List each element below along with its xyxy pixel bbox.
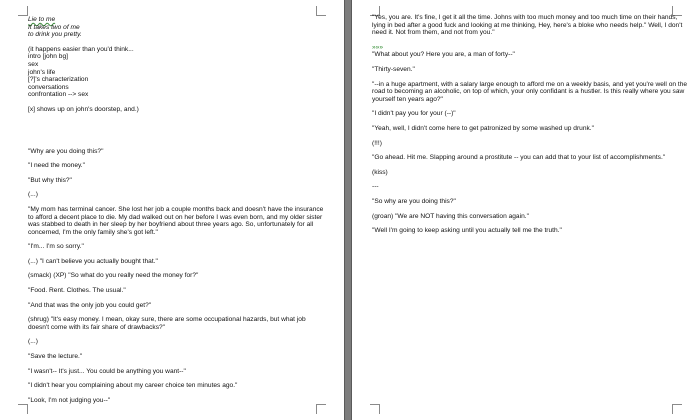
document-page-left — [0, 0, 344, 420]
text-line: Lie to me — [28, 16, 56, 23]
paragraph: "I need the money." — [28, 162, 85, 170]
paragraph: "Save the lecture." — [28, 353, 83, 361]
paragraph: (smack) (XP) "So what do you really need the money for?" — [28, 272, 199, 280]
paragraph: (...) "I can't believe you actually bought that." — [28, 257, 158, 265]
paragraph: "I'm... I'm so sorry." — [28, 243, 84, 251]
paragraph: [x] shows up on john's doorstep, and.) — [28, 105, 139, 113]
note-line: sex — [28, 60, 39, 68]
crop-mark — [672, 404, 682, 414]
note-line: john's life — [28, 68, 56, 76]
paragraph: "What about you? Here you are, a man of forty--" — [372, 51, 515, 59]
paragraph: "I wasn't-- It's just... You could be anything you want--" — [28, 367, 186, 375]
intro-verse — [28, 16, 328, 39]
paragraph: "Go ahead. Hit me. Slapping around a prostitute -- you can add that to your list of accomplishments." — [372, 154, 666, 162]
page-body[interactable] — [372, 14, 688, 242]
crop-mark — [370, 404, 380, 414]
paragraph: (kiss) — [372, 168, 388, 176]
paragraph: "And that was the only job you could get?" — [28, 301, 152, 309]
crop-mark — [18, 404, 28, 414]
note-line: (it happens easier than you'd think... — [28, 45, 134, 53]
paragraph: (...) — [28, 338, 38, 346]
page-body[interactable] — [28, 16, 328, 411]
paragraph: "Look, I'm not judging you--" — [28, 396, 111, 404]
paragraph: --- — [372, 183, 379, 191]
document-page-right — [352, 0, 700, 420]
note-line: conversations — [28, 83, 69, 91]
paragraph: "My mom has terminal cancer. She lost her job a couple months back and doesn't have the insurance to afford a decent place to die. My dad walked out on her before I was even born, and my older sister was stabbed to death in her sleep by her boyfriend about three years ago. So, unfortunately for all concerned, I'm the only family she's got left." — [28, 205, 324, 236]
paragraph: "Yes, you are. It's fine, I get it all the time. Johns with too much money and too much time on their hands, lying in bed after a good fuck and looking at me thinking, Hey, here's a bloke who needs help." Well, I don't need it. Not from them, and not from you." — [372, 14, 683, 37]
paragraph: "I didn't hear you complaining about my career choice ten minutes ago." — [28, 382, 238, 390]
paragraph: (shrug) "It's easy money. I mean, okay sure, there are some occupational hazards, but what job doesn't come with its fair share of drawbacks?" — [28, 316, 306, 331]
page-separator — [344, 0, 352, 420]
crop-mark — [18, 6, 28, 16]
note-line: [?]'s characterization — [28, 76, 89, 84]
paragraph: "Well I'm going to keep asking until you actually tell me the truth." — [372, 227, 562, 235]
paragraph: "Why are you doing this?" — [28, 147, 104, 155]
paragraph: "I didn't pay you for your (--)" — [372, 110, 456, 118]
paragraph: (...) — [28, 191, 38, 199]
note-line: confrontation --> sex — [28, 91, 89, 99]
paragraph: "But why this?" — [28, 176, 72, 184]
paragraph: "So why are you doing this?" — [372, 197, 456, 205]
section-marker: »»» — [372, 43, 384, 51]
paragraph: "--in a huge apartment, with a salary large enough to afford me on a weekly basis, and yet you're well on the road to becoming an alcoholic, on top of which, your only confidant is a hustler. Is this really where you saw yourself ten years ago?" — [372, 80, 688, 103]
outline-notes — [28, 46, 328, 99]
note-line: intro [john bg] — [28, 53, 68, 61]
text-line: It takes two of me — [28, 23, 80, 31]
paragraph: "Yeah, well, I didn't come here to get patronized by some washed up drunk." — [372, 124, 594, 132]
text-line: to drink you pretty. — [28, 31, 82, 39]
crop-mark — [316, 6, 326, 16]
paragraph: (groan) "We are NOT having this conversation again." — [372, 212, 529, 220]
paragraph: (!!!) — [372, 139, 382, 147]
paragraph: "Thirty-seven." — [372, 65, 415, 73]
paragraph: "Food. Rent. Clothes. The usual." — [28, 287, 126, 295]
